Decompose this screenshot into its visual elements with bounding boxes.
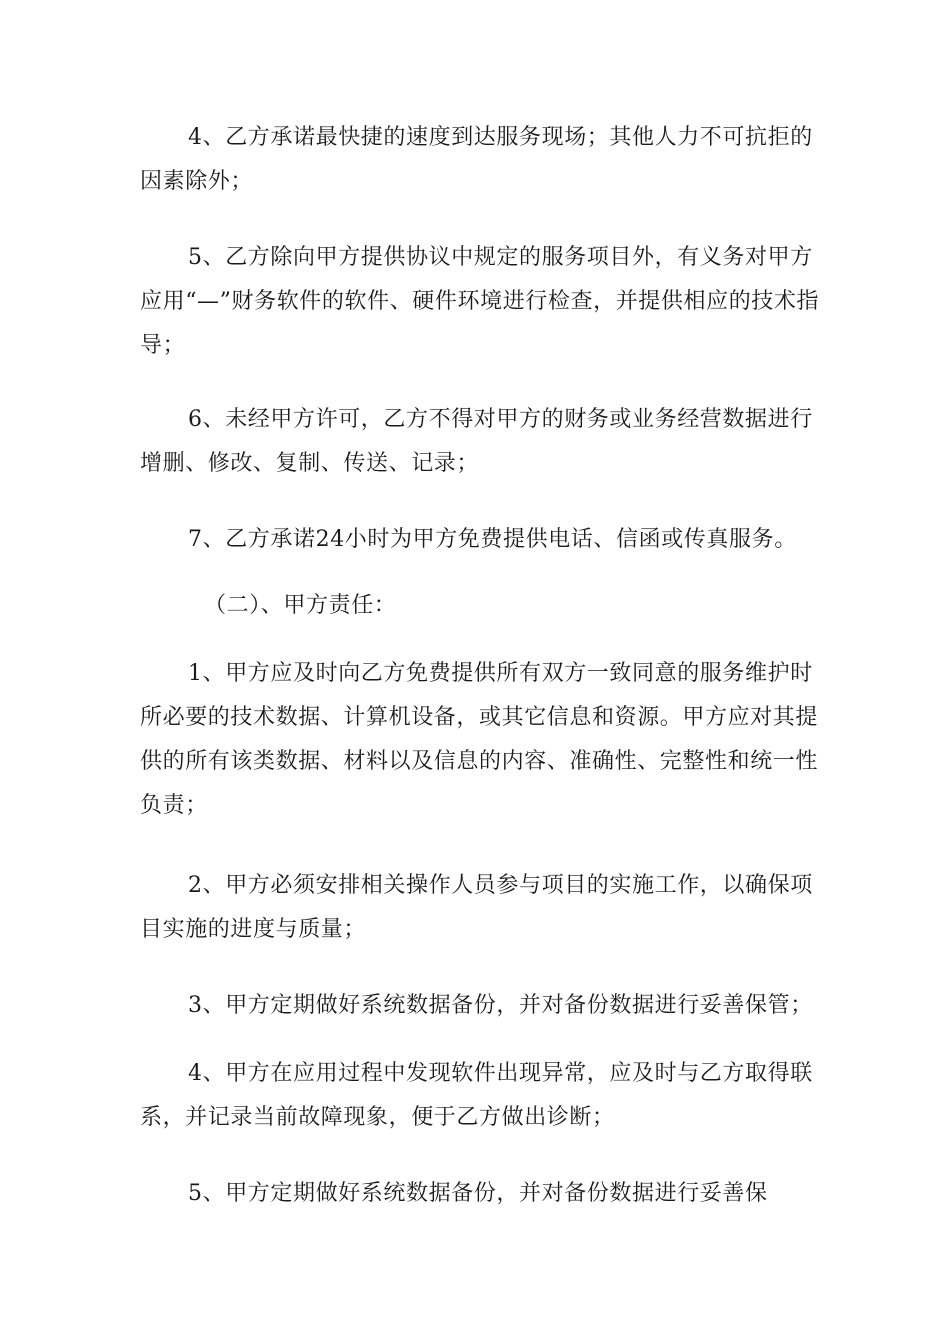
section-heading-party-a: （二）、甲方责任：	[204, 593, 397, 618]
paragraph-staff-arrangement: 2、甲方必须安排相关操作人员参与项目的实施工作，以确保项目实施的进度与质量；	[140, 873, 813, 942]
paragraph-data-permission: 6、未经甲方许可，乙方不得对甲方的财务或业务经营数据进行增删、修改、复制、传送、记录；	[140, 407, 813, 476]
paragraph-24h-service: 7、乙方承诺24小时为甲方免费提供电话、信函或传真服务。	[188, 527, 797, 552]
paragraph-environment-check: 5、乙方除向甲方提供协议中规定的服务项目外，有义务对甲方应用“—”财务软件的软件、硬件环境进行检查，并提供相应的技术指导；	[140, 245, 820, 358]
paragraph-backup-repeat: 5、甲方定期做好系统数据备份，并对备份数据进行妥善保	[188, 1181, 768, 1206]
paragraph-provide-data: 1、甲方应及时向乙方免费提供所有双方一致同意的服务维护时所必要的技术数据、计算机设备，或其它信息和资源。甲方应对其提供的所有该类数据、材料以及信息的内容、准确性、完整性和统一性负责；	[140, 661, 819, 818]
paragraph-backup: 3、甲方定期做好系统数据备份，并对备份数据进行妥善保管；	[188, 993, 813, 1018]
paragraph-report-anomaly: 4、甲方在应用过程中发现软件出现异常，应及时与乙方取得联系，并记录当前故障现象，便于乙方做出诊断；	[140, 1061, 813, 1130]
paragraph-service-arrival: 4、乙方承诺最快捷的速度到达服务现场；其他人力不可抗拒的因素除外；	[140, 125, 813, 194]
